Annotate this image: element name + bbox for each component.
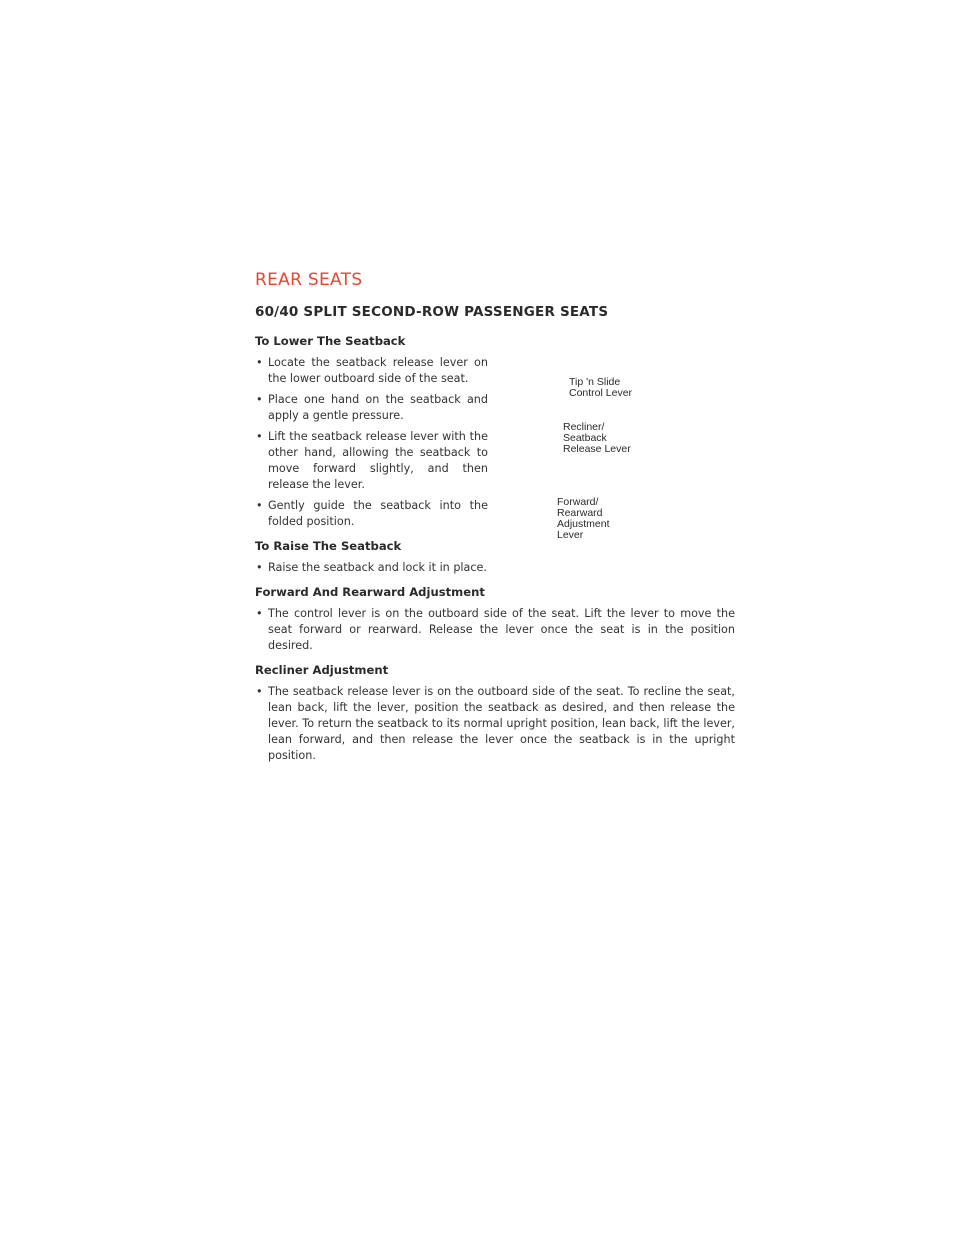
- list-item: • The seatback release lever is on the outboard side of the seat. To recline the seat, lean back, lift the lever, position the seatback as desired, and then release the lever. To return the seatback to its normal upright position, lean back, lift the lever, lean forward, and then release the lever once the seatback is in the upright position.: [255, 684, 735, 764]
- section-subtitle: 60/40 SPLIT SECOND-ROW PASSENGER SEATS: [255, 304, 609, 320]
- list-item: • Place one hand on the seatback and apply a gentle pressure.: [255, 392, 488, 424]
- diagram-label-tip-n-slide: Tip 'n Slide Control Lever: [569, 376, 633, 399]
- lower-seatback-group: [255, 334, 488, 530]
- forward-rearward-steps: [255, 606, 735, 654]
- raise-seatback-heading: To Raise The Seatback: [255, 539, 402, 553]
- lower-seatback-steps: [255, 355, 488, 530]
- list-item: • The control lever is on the outboard side of the seat. Lift the lever to move the seat forward or rearward. Release the lever once the seat is in the position desired.: [255, 606, 735, 654]
- article-body: [255, 334, 735, 773]
- list-item: • Lift the seatback release lever with the other hand, allowing the seatback to move forward slightly, and then release the lever.: [255, 429, 488, 493]
- recliner-steps: [255, 684, 735, 764]
- list-item: • Raise the seatback and lock it in place.: [255, 560, 488, 576]
- raise-seatback-steps: [255, 560, 488, 576]
- raise-seatback-group: [255, 539, 488, 576]
- section-title: REAR SEATS: [255, 270, 363, 290]
- list-item: • Gently guide the seatback into the folded position.: [255, 498, 488, 530]
- diagram-label-recliner: Recliner/ Seatback Release Lever: [563, 421, 631, 455]
- list-item: • Locate the seatback release lever on the lower outboard side of the seat.: [255, 355, 488, 387]
- recliner-group: [255, 663, 735, 764]
- diagram-label-forward-rearward: Forward/ Rearward Adjustment Lever: [557, 496, 610, 541]
- recliner-heading: Recliner Adjustment: [255, 663, 389, 677]
- forward-rearward-group: [255, 585, 735, 654]
- forward-rearward-heading: Forward And Rearward Adjustment: [255, 585, 485, 599]
- lower-seatback-heading: To Lower The Seatback: [255, 334, 406, 348]
